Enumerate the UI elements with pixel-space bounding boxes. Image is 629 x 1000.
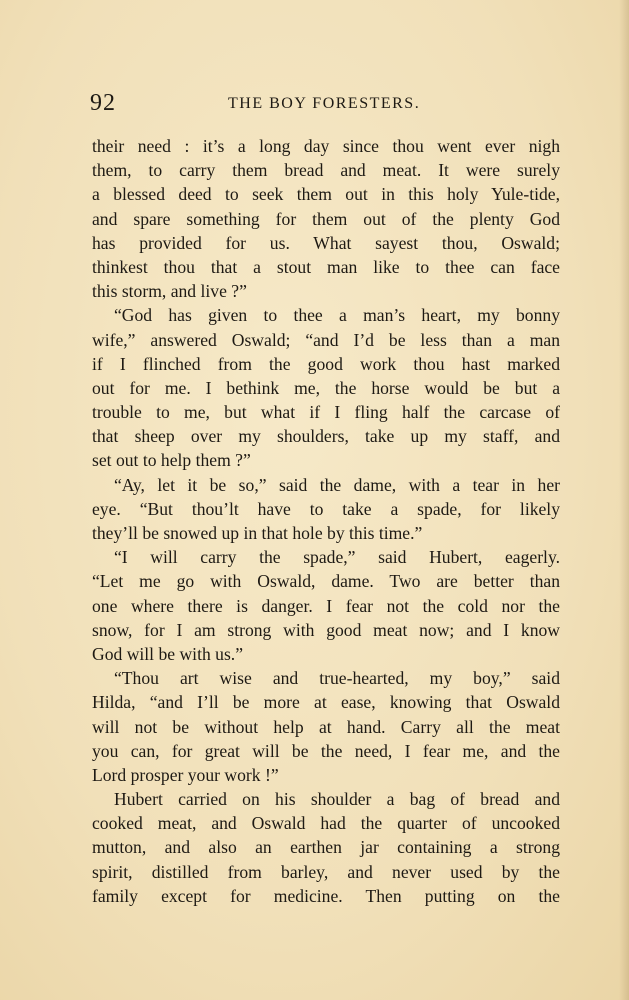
text-line: “Ay, let it be so,” said the dame, with a tear in her: [114, 474, 560, 495]
text-line: a blessed deed to seek them out in this holy Yule-tide,: [92, 184, 560, 205]
text-line: family except for medicine. Then putting on the: [92, 885, 560, 906]
text-line: one where there is danger. I fear not the cold nor the: [92, 595, 560, 616]
text-line: they’ll be snowed up in that hole by this time.”: [92, 523, 423, 543]
text-line: set out to help them ?”: [92, 450, 251, 471]
text-line: has provided for us. What sayest thou, Oswald;: [92, 232, 560, 253]
text-line: their need : it’s a long day since thou went ever nigh: [92, 136, 560, 156]
page-number: 92: [90, 90, 116, 116]
text-line: cooked meat, and Oswald had the quarter of uncooked: [92, 813, 560, 834]
text-line: if I flinched from the good work thou hast marked: [92, 353, 560, 374]
text-line: trouble to me, but what if I fling half the carcase of: [92, 402, 560, 423]
text-line: will not be without help at hand. Carry all the meat: [92, 716, 560, 737]
text-line: Lord prosper your work !”: [92, 764, 279, 785]
text-line: mutton, and also an earthen jar containing a strong: [92, 837, 560, 858]
text-line: “Let me go with Oswald, dame. Two are better than: [92, 571, 560, 592]
text-line: Hubert carried on his shoulder a bag of bread and: [114, 789, 560, 810]
text-line: “God has given to thee a man’s heart, my bonny: [114, 305, 560, 326]
text-line: “I will carry the spade,” said Hubert, eagerly.: [114, 547, 560, 568]
text-line: eye. “But thou’lt have to take a spade, for likely: [92, 498, 560, 519]
page-header: [90, 88, 560, 118]
text-line: out for me. I bethink me, the horse would be but a: [92, 377, 560, 398]
text-line: God will be with us.”: [92, 643, 243, 664]
running-head: THE BOY FORESTERS.: [228, 95, 421, 112]
text-line: and spare something for them out of the plenty God: [92, 208, 560, 229]
body-text: [92, 134, 560, 908]
text-line: spirit, distilled from barley, and never used by the: [92, 861, 560, 882]
page-edge-shadow: [619, 0, 629, 1000]
text-line: wife,” answered Oswald; “and I’d be less than a man: [92, 329, 560, 350]
text-line: snow, for I am strong with good meat now; and I know: [92, 619, 560, 640]
text-line: this storm, and live ?”: [92, 281, 247, 302]
text-line: that sheep over my shoulders, take up my staff, and: [92, 426, 560, 447]
text-line: thinkest thou that a stout man like to thee can face: [92, 256, 560, 277]
text-line: Hilda, “and I’ll be more at ease, knowing that Oswald: [92, 692, 560, 713]
text-line: “Thou art wise and true-hearted, my boy,” said: [114, 668, 560, 689]
text-line: you can, for great will be the need, I fear me, and the: [92, 740, 560, 761]
text-line: them, to carry them bread and meat. It were surely: [92, 160, 560, 181]
